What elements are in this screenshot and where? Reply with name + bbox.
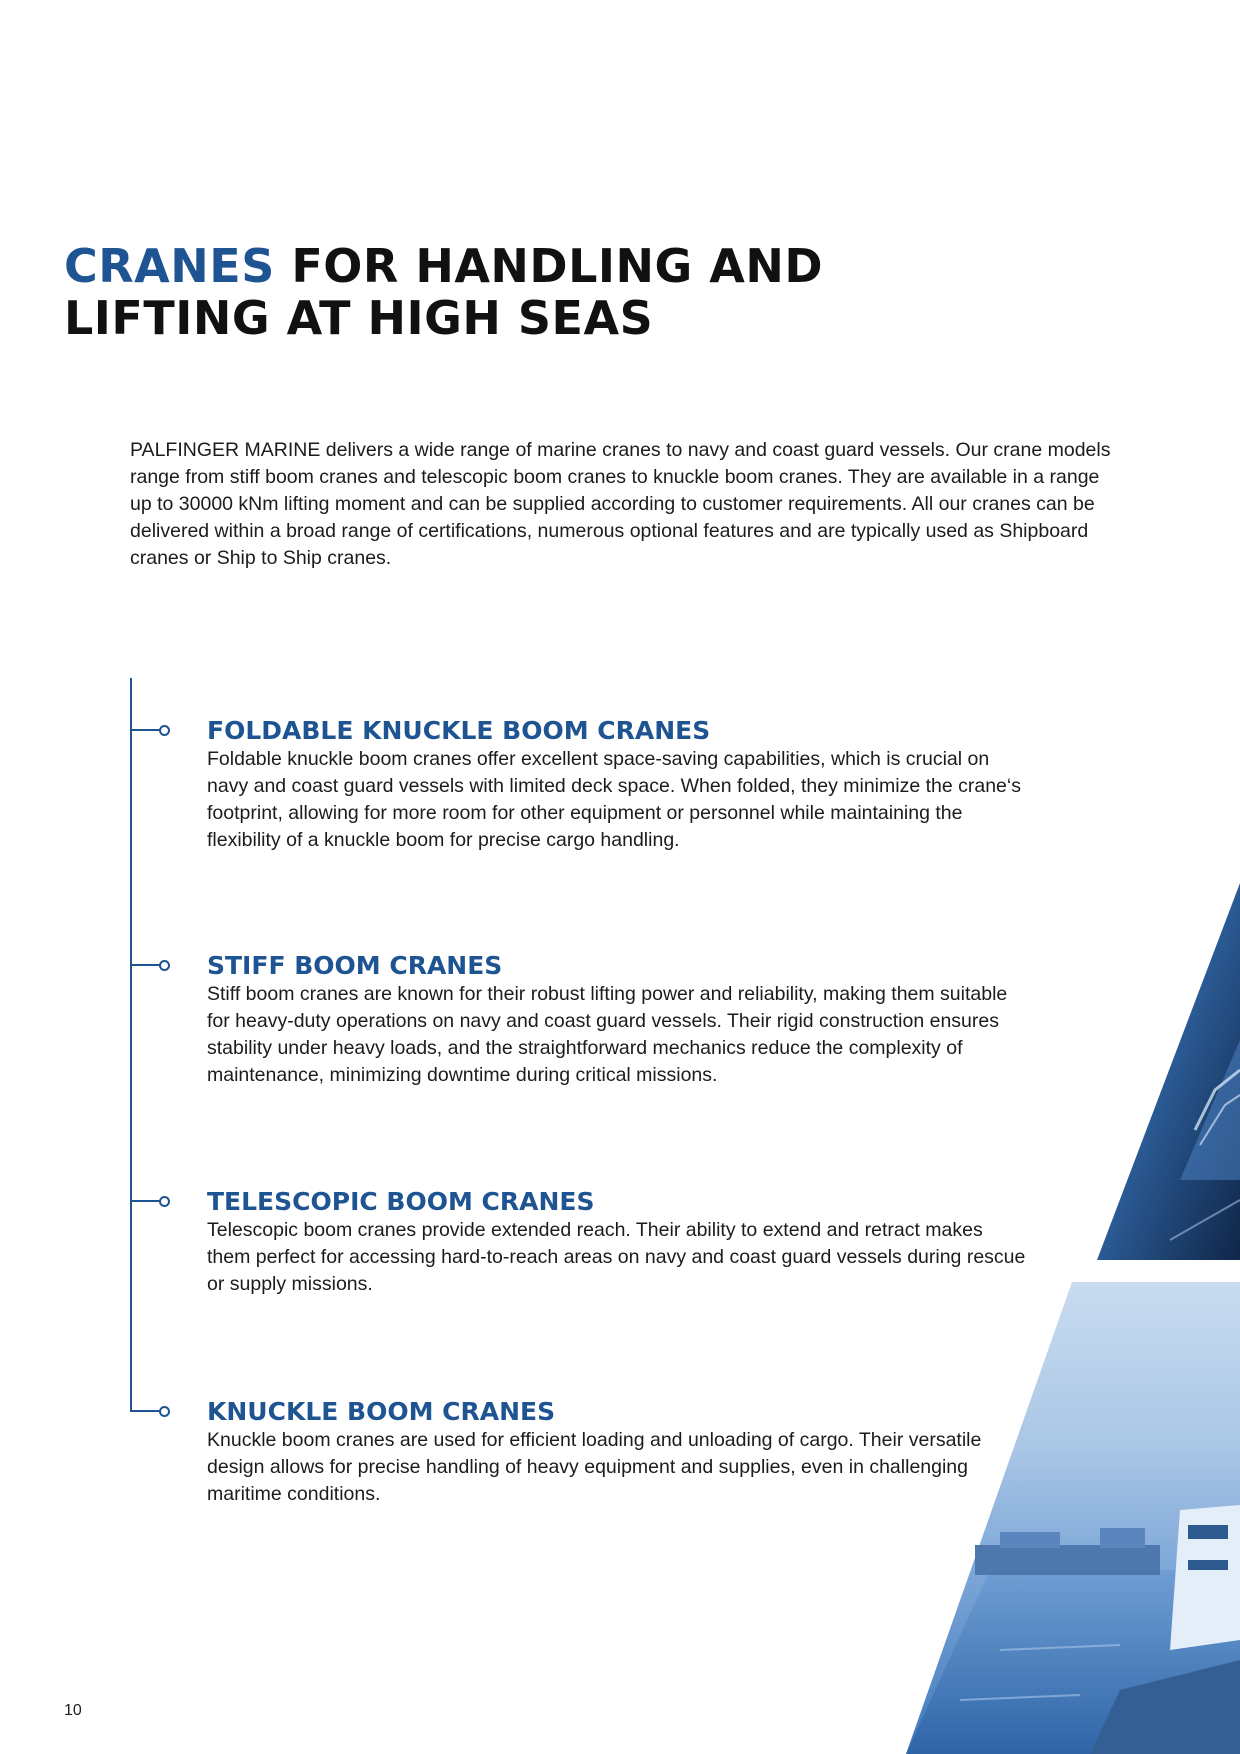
intro-paragraph: PALFINGER MARINE delivers a wide range of marine cranes to navy and coast guard vessels. Our crane models range from stiff boom cranes and telescopic boom cranes to knuckle boom cranes. They are available in a range up to 30000 kNm lifting moment and can be supplied according to customer requirements. All our cranes can be delivered within a broad range of certifications, numerous optional features and are typically used as Shipboard cranes or Ship to Ship cranes. [130,439,1111,569]
section-text: Stiff boom cranes are known for their robust lifting power and reliability, making them suitable for heavy-duty operations on navy and coast guard vessels. Their rigid construction ensures stability under heavy loads, and the straightforward mechanics reduce the complexity of maintenance, minimizing downtime during critical missions. [207,983,1008,1086]
section-text: Telescopic boom cranes provide extended reach. Their ability to extend and retract makes them perfect for accessing hard-to-reach areas on navy and coast guard vessels during rescue or supply missions. [207,1219,1026,1295]
title-line-2: LIFTING AT HIGH SEAS [64,291,654,345]
section-title: FOLDABLE KNUCKLE BOOM CRANES [207,716,711,745]
title-accent-word: CRANES [64,239,275,293]
section-title: KNUCKLE BOOM CRANES [207,1397,556,1426]
page-number: 10 [64,1702,82,1719]
section-text: Foldable knuckle boom cranes offer excellent space-saving capabilities, which is crucial on navy and coast guard vessels with limited deck space. When folded, they minimize the crane‘s footprint, allowing for more room for other equipment or personnel while maintaining the flexibility of a knuckle boom for precise cargo handling. [207,748,1021,851]
section-title: TELESCOPIC BOOM CRANES [207,1187,595,1216]
title-line-1: FOR HANDLING AND [291,239,824,293]
section-title: STIFF BOOM CRANES [207,951,503,980]
section-text: Knuckle boom cranes are used for efficient loading and unloading of cargo. Their versatile design allows for precise handling of heavy equipment and supplies, even in challenging maritime conditions. [207,1429,982,1505]
ship-deck-photo [1097,883,1240,1260]
harbor-photo [906,1282,1240,1754]
